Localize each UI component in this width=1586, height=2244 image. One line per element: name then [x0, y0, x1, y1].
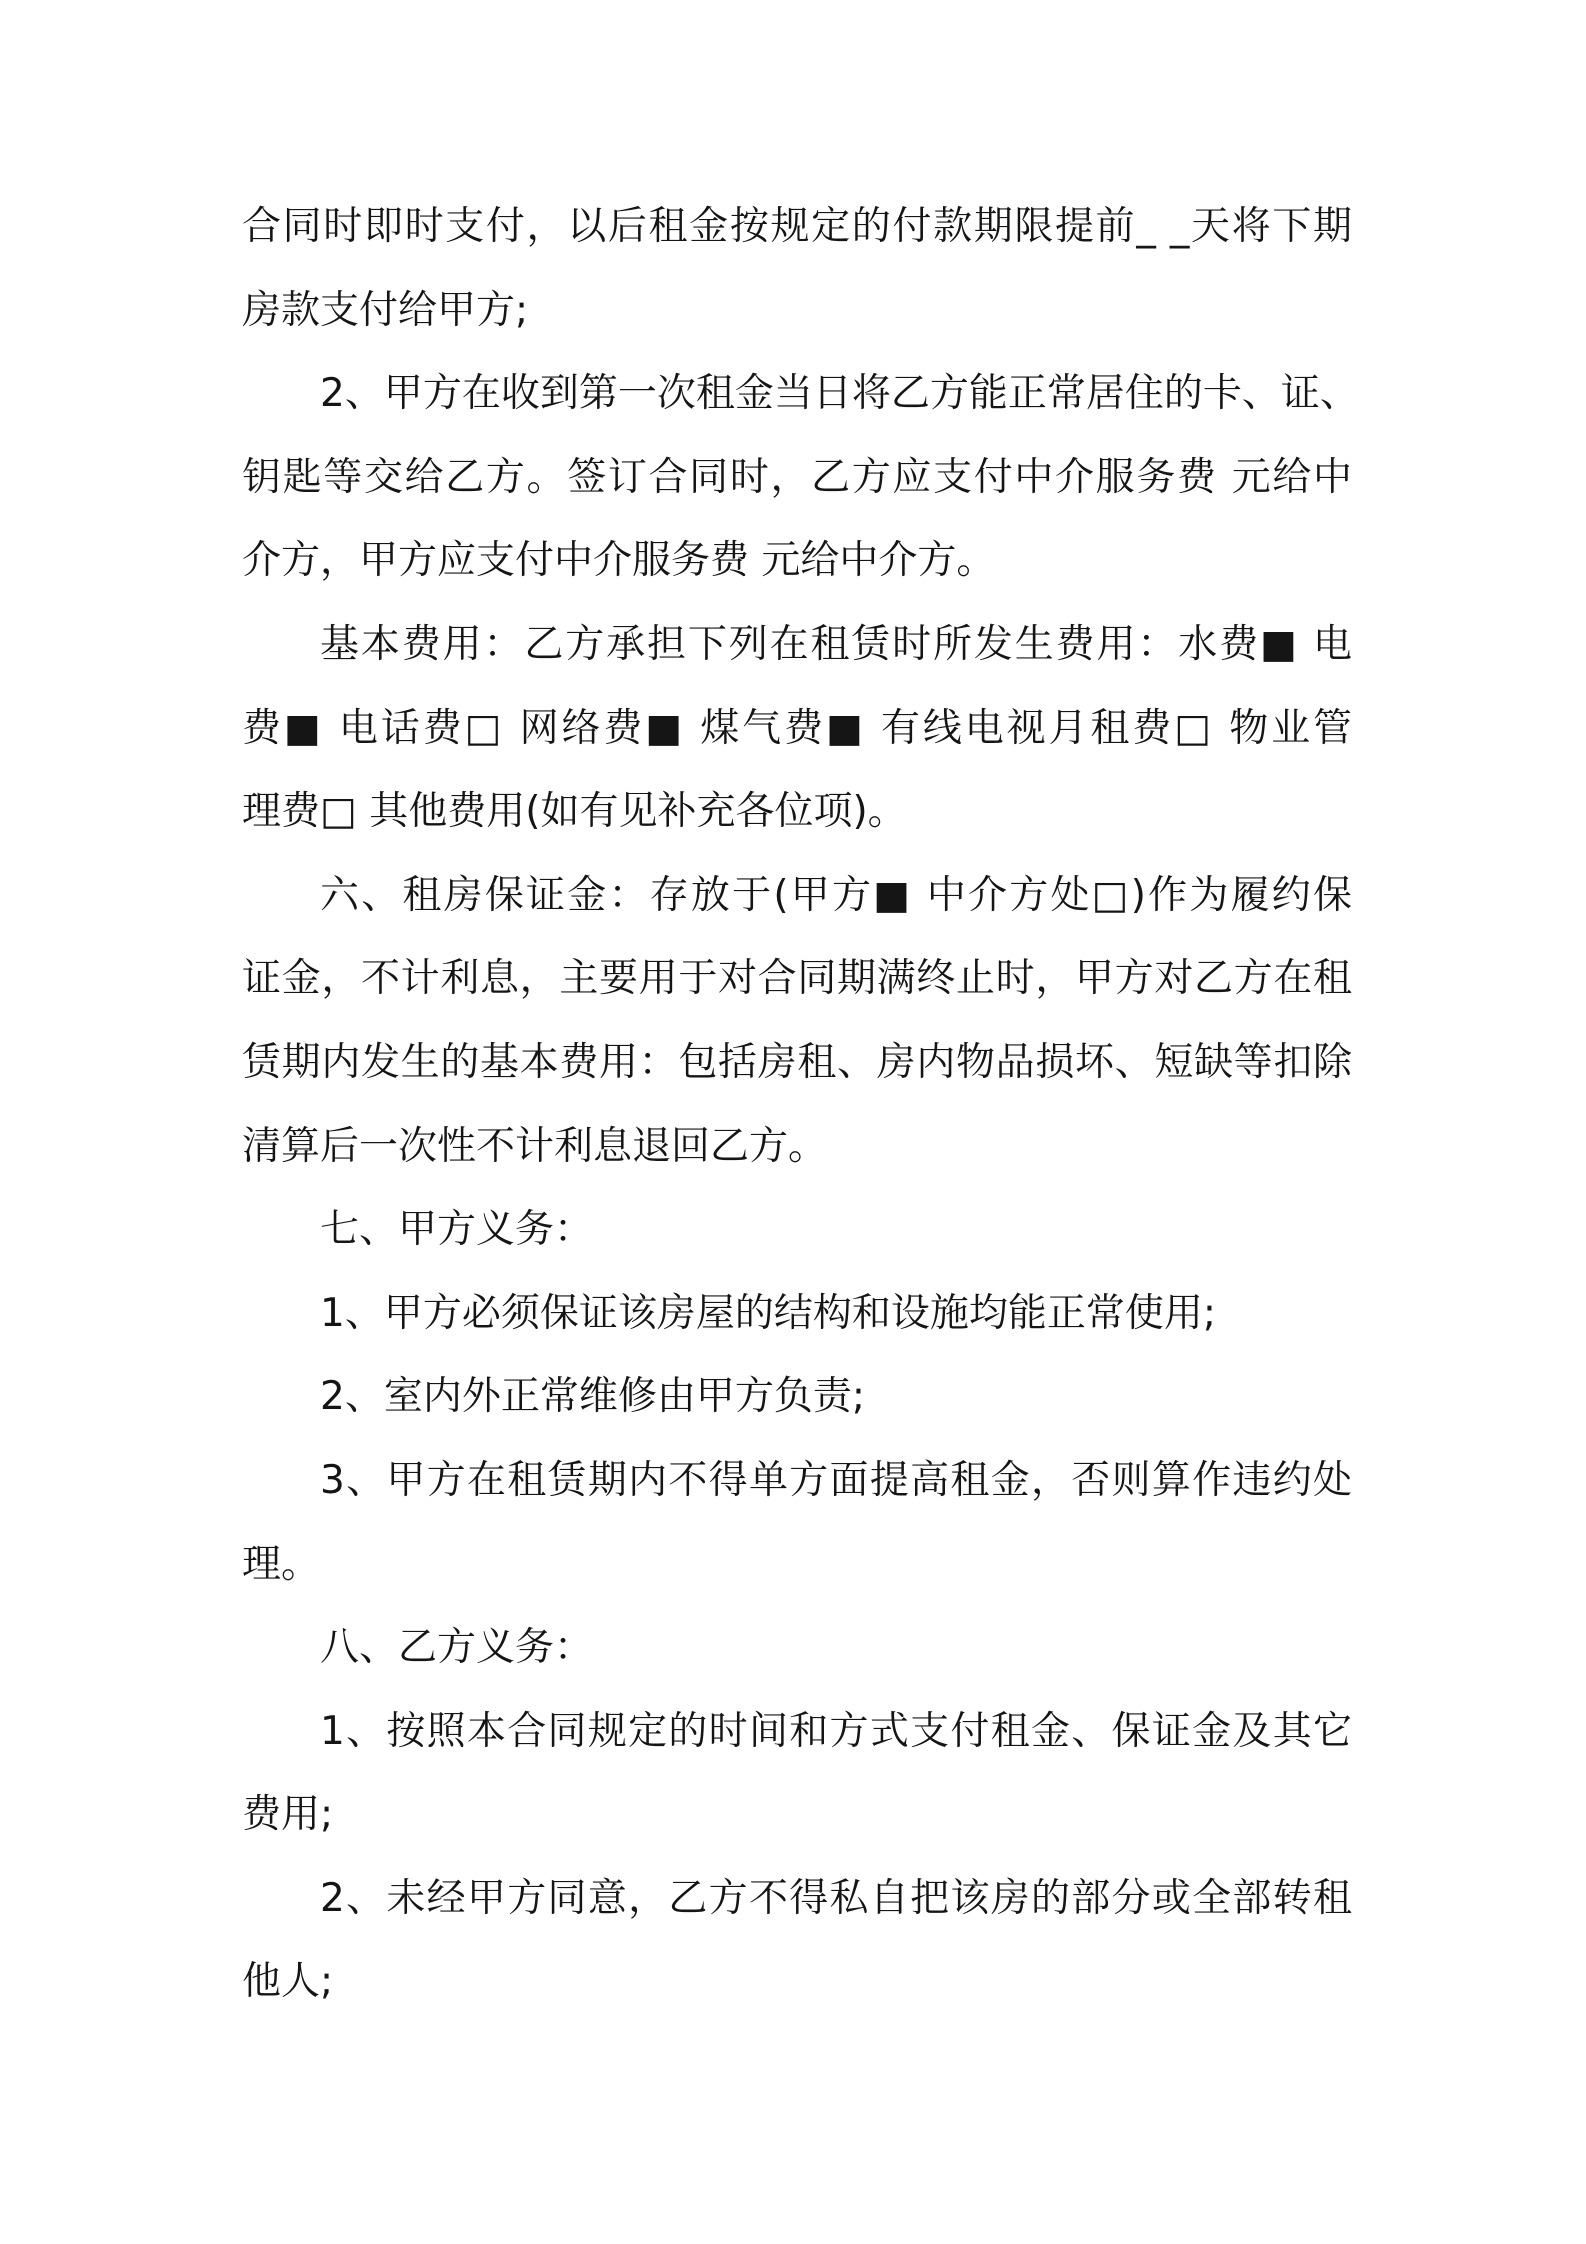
paragraph-key-handover: [242, 352, 1359, 603]
text-line: 合同时即时支付，以后租金按规定的付款期限提前_ _天将下期: [242, 204, 1352, 249]
section-heading: 八、乙方义务：: [320, 1625, 594, 1671]
list-item-party-b-2: [242, 1857, 1352, 2024]
paragraph-basic-fees: [242, 603, 1352, 854]
document-body: [242, 185, 1359, 2024]
paragraph-payment-continuation: [242, 185, 1352, 352]
text-line: 证金，不计利息，主要用于对合同期满终止时，甲方对乙方在租: [242, 956, 1352, 1002]
text-line: 赁期内发生的基本费用：包括房租、房内物品损坏、短缺等扣除: [242, 1039, 1352, 1085]
section-heading: 七、甲方义务：: [320, 1207, 594, 1253]
list-item-party-b-1: [242, 1690, 1352, 1857]
list-item-party-a-2: [242, 1355, 1352, 1439]
text-line: 钥匙等交给乙方。签订合同时，乙方应支付中介服务费 元给中: [242, 454, 1352, 500]
text-line: 六、租房保证金：存放于(甲方■ 中介方处□)作为履约保: [320, 872, 1352, 918]
text-line: 他人;: [242, 1959, 334, 2005]
text-line: 费■ 电话费□ 网络费■ 煤气费■ 有线电视月租费□ 物业管: [242, 705, 1352, 751]
text-line: 房款支付给甲方;: [242, 287, 529, 333]
section-heading-party-b-obligations: [242, 1606, 1352, 1690]
text-line: 费用;: [242, 1792, 334, 1838]
text-line: 基本费用：乙方承担下列在租赁时所发生费用：水费■ 电: [320, 621, 1352, 667]
text-line: 1、甲方必须保证该房屋的结构和设施均能正常使用;: [320, 1290, 1216, 1336]
text-line: 介方，甲方应支付中介服务费 元给中介方。: [242, 538, 996, 584]
paragraph-deposit: [242, 854, 1352, 1188]
text-line: 清算后一次性不计利息退回乙方。: [242, 1123, 828, 1169]
text-line: 3、甲方在租赁期内不得单方面提高租金，否则算作违约处: [320, 1457, 1352, 1503]
text-line: 2、室内外正常维修由甲方负责;: [320, 1374, 865, 1420]
text-line: 理费□ 其他费用(如有见补充各位项)。: [242, 789, 907, 835]
section-heading-party-a-obligations: [242, 1188, 1352, 1272]
text-line: 2、未经甲方同意，乙方不得私自把该房的部分或全部转租: [320, 1875, 1352, 1921]
text-line: 1、按照本合同规定的时间和方式支付租金、保证金及其它: [320, 1708, 1352, 1754]
text-line: 理。: [242, 1541, 321, 1587]
list-item-party-a-3: [242, 1439, 1352, 1606]
list-item-party-a-1: [242, 1272, 1352, 1356]
text-line: 2、甲方在收到第一次租金当日将乙方能正常居住的卡、证、: [320, 371, 1359, 417]
